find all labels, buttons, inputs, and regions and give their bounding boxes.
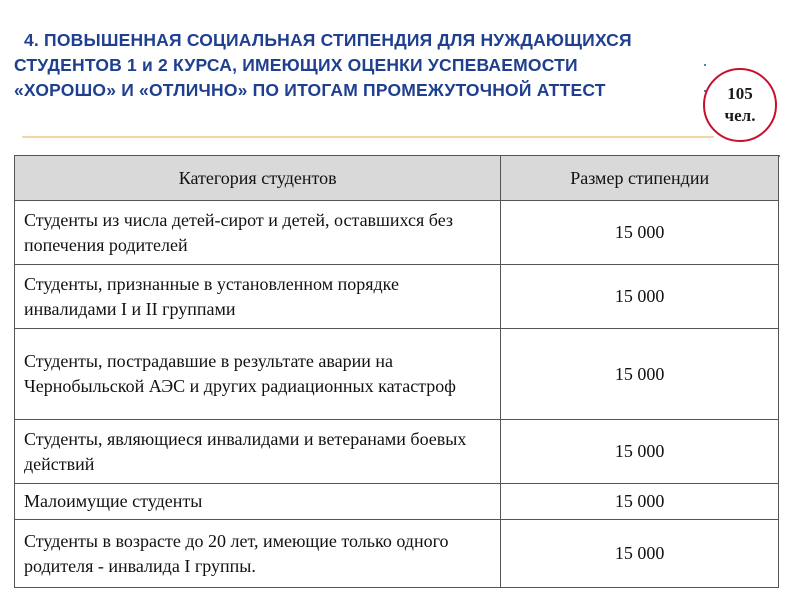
table-row <box>15 329 779 420</box>
badge-count: 105 <box>727 84 753 103</box>
row-amount: 15 000 <box>501 329 779 420</box>
row-amount: 15 000 <box>501 420 779 484</box>
table-row <box>15 265 779 329</box>
decorative-dot <box>704 64 706 66</box>
title-line-3: «ХОРОШО» И «ОТЛИЧНО» ПО ИТОГАМ ПРОМЕЖУТОЧНОЙ АТТЕСТ <box>14 80 606 100</box>
header-amount: Размер стипендии <box>501 156 779 201</box>
table-row <box>15 420 779 484</box>
row-category: Студенты, пострадавшие в результате аварии на Чернобыльской АЭС и других радиационных катастроф <box>15 329 501 420</box>
row-category: Студенты, являющиеся инвалидами и ветеранами боевых действий <box>15 420 501 484</box>
row-category: Студенты в возрасте до 20 лет, имеющие только одного родителя - инвалида I группы. <box>15 520 501 588</box>
row-category: Студенты, признанные в установленном порядке инвалидами I и II группами <box>15 265 501 329</box>
badge-unit: чел. <box>724 106 756 125</box>
row-amount: 15 000 <box>501 265 779 329</box>
table-row <box>15 201 779 265</box>
table-header-row <box>15 156 779 201</box>
table-row <box>15 520 779 588</box>
table-row <box>15 484 779 520</box>
row-category: Малоимущие студенты <box>15 484 501 520</box>
row-category: Студенты из числа детей-сирот и детей, оставшихся без попечения родителей <box>15 201 501 265</box>
slide-title <box>14 28 714 108</box>
header-category: Категория студентов <box>15 156 501 201</box>
title-line-1: 4. ПОВЫШЕННАЯ СОЦИАЛЬНАЯ СТИПЕНДИЯ ДЛЯ НУЖДАЮЩИХСЯ <box>24 30 632 50</box>
title-underline <box>22 136 714 138</box>
stipend-table <box>14 155 779 588</box>
row-amount: 15 000 <box>501 484 779 520</box>
row-amount: 15 000 <box>501 520 779 588</box>
title-line-2: СТУДЕНТОВ 1 и 2 КУРСА, ИМЕЮЩИХ ОЦЕНКИ УСПЕВАЕМОСТИ <box>14 55 578 75</box>
student-count-badge <box>703 68 777 142</box>
row-amount: 15 000 <box>501 201 779 265</box>
